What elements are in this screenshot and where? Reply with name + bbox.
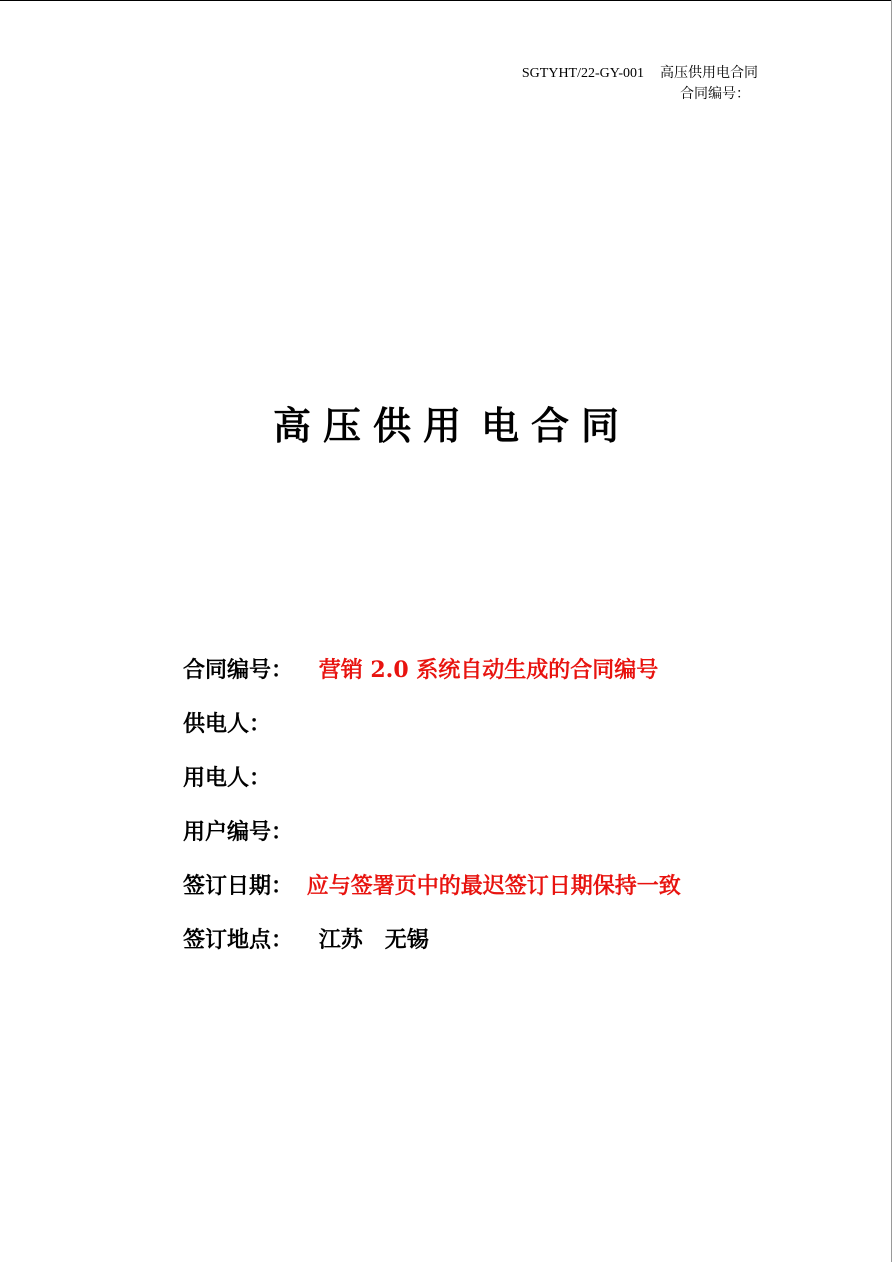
field-value: 营销 2.0 系统自动生成的合同编号 <box>318 657 659 683</box>
title-char: 供 <box>372 403 411 448</box>
field-label: 合同编号： <box>183 657 294 683</box>
title-char: 用 <box>422 403 461 448</box>
header-line-1 <box>440 63 758 84</box>
field-consumer <box>183 758 803 812</box>
field-value: 江苏 无锡 <box>318 927 429 953</box>
document-title <box>0 400 892 452</box>
title-char: 电 <box>481 403 520 448</box>
field-label: 签订日期： <box>183 873 294 899</box>
field-customer-no <box>183 812 803 866</box>
header-line-2 <box>440 84 758 104</box>
field-label: 用户编号： <box>183 819 294 845</box>
field-sign-place <box>183 920 803 974</box>
page-top-border <box>0 0 892 1</box>
title-char: 压 <box>322 403 361 448</box>
title-char: 合 <box>531 403 570 448</box>
page-header <box>440 63 758 104</box>
field-contract-no <box>183 650 803 704</box>
title-char: 同 <box>581 403 620 448</box>
field-sign-date <box>183 866 803 920</box>
field-value: 应与签署页中的最迟签订日期保持一致 <box>306 873 681 899</box>
field-label: 用电人： <box>183 765 272 791</box>
form-name: 高压供用电合同 <box>660 65 758 81</box>
field-label: 供电人： <box>183 711 272 737</box>
field-label: 签订地点： <box>183 927 294 953</box>
field-supplier <box>183 704 803 758</box>
header-contract-no-label: 合同编号： <box>680 86 750 102</box>
cover-fields <box>183 650 803 974</box>
form-code: SGTYHT/22-GY-001 <box>521 66 644 81</box>
title-char: 高 <box>272 403 311 448</box>
